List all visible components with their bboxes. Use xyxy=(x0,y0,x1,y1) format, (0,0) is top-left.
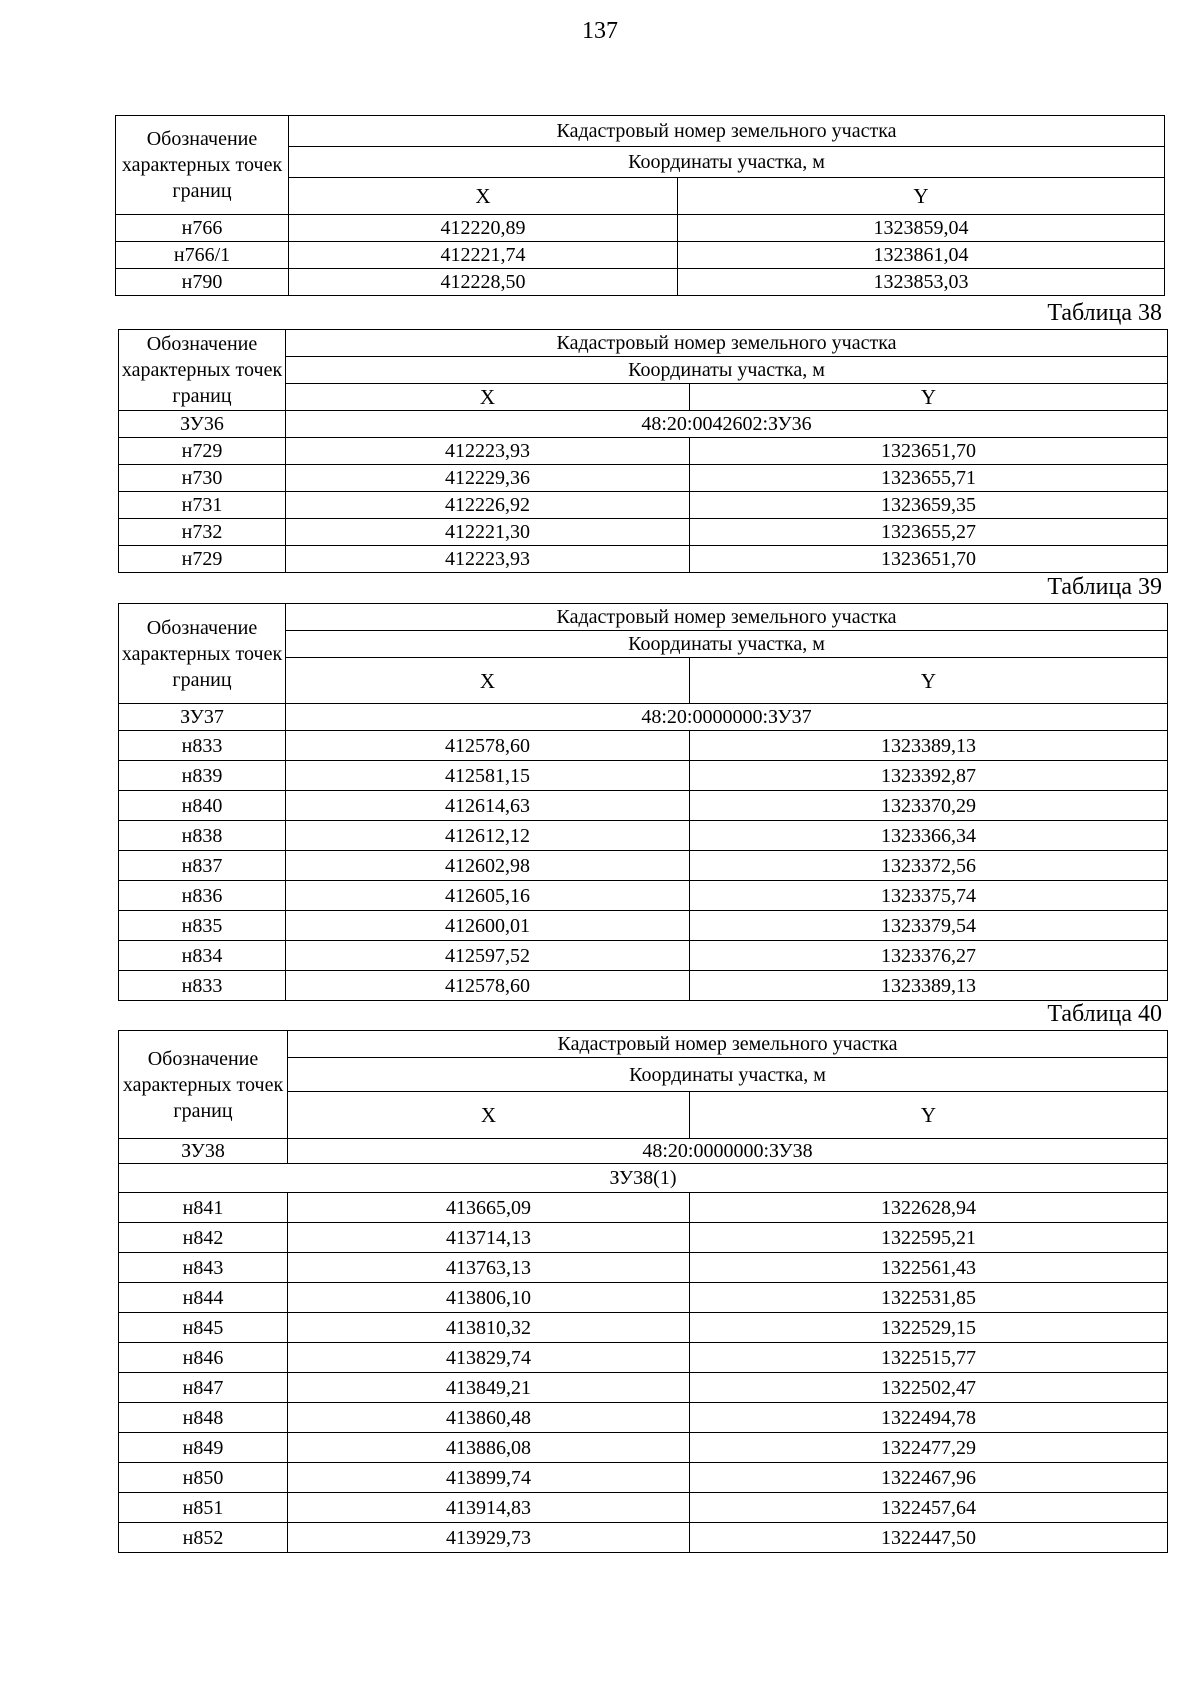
y-cell: 1322457,64 xyxy=(690,1493,1168,1523)
table-row xyxy=(119,1253,1168,1283)
header-points-label: Обозначение характерных точек границ xyxy=(119,330,286,411)
point-cell: н790 xyxy=(116,269,289,296)
x-cell: 412614,63 xyxy=(286,791,690,821)
x-cell: 413886,08 xyxy=(288,1433,690,1463)
table-row xyxy=(119,1193,1168,1223)
x-cell: 413899,74 xyxy=(288,1463,690,1493)
header-x-label: X xyxy=(286,658,690,704)
x-cell: 412221,74 xyxy=(289,242,678,269)
point-cell: н838 xyxy=(119,821,286,851)
x-cell: 413806,10 xyxy=(288,1283,690,1313)
point-cell: н766 xyxy=(116,215,289,242)
coordinates-table-38 xyxy=(118,329,1168,573)
table-row xyxy=(119,1523,1168,1553)
table-row xyxy=(119,1283,1168,1313)
x-cell: 412600,01 xyxy=(286,911,690,941)
table-row xyxy=(116,215,1165,242)
point-cell: н731 xyxy=(119,492,286,519)
x-cell: 412578,60 xyxy=(286,971,690,1001)
page-number: 137 xyxy=(582,18,618,44)
point-cell: н833 xyxy=(119,731,286,761)
header-y-label: Y xyxy=(690,1092,1168,1139)
coordinates-table-39 xyxy=(118,603,1168,1001)
point-cell: н836 xyxy=(119,881,286,911)
header-coords-label: Координаты участка, м xyxy=(288,1058,1168,1092)
table-row xyxy=(119,911,1168,941)
x-cell: 413810,32 xyxy=(288,1313,690,1343)
x-cell: 412220,89 xyxy=(289,215,678,242)
header-x-label: X xyxy=(288,1092,690,1139)
point-cell: н840 xyxy=(119,791,286,821)
y-cell: 1322531,85 xyxy=(690,1283,1168,1313)
x-cell: 413849,21 xyxy=(288,1373,690,1403)
table-caption-39: Таблица 39 xyxy=(1047,574,1162,600)
coordinates-table-continuation xyxy=(115,115,1165,296)
parcel-id-cell: ЗУ37 xyxy=(119,704,286,731)
table-row xyxy=(119,761,1168,791)
point-cell: н847 xyxy=(119,1373,288,1403)
y-cell: 1322494,78 xyxy=(690,1403,1168,1433)
y-cell: 1323651,70 xyxy=(690,438,1168,465)
y-cell: 1323376,27 xyxy=(690,941,1168,971)
point-cell: н729 xyxy=(119,438,286,465)
point-cell: н841 xyxy=(119,1193,288,1223)
y-cell: 1322515,77 xyxy=(690,1343,1168,1373)
table-row xyxy=(119,821,1168,851)
subparcel-row xyxy=(119,1164,1168,1193)
point-cell: н833 xyxy=(119,971,286,1001)
parcel-id-cell: ЗУ36 xyxy=(119,411,286,438)
x-cell: 413914,83 xyxy=(288,1493,690,1523)
y-cell: 1323861,04 xyxy=(678,242,1165,269)
table-row xyxy=(119,519,1168,546)
point-cell: н730 xyxy=(119,465,286,492)
header-y-label: Y xyxy=(690,658,1168,704)
y-cell: 1323655,71 xyxy=(690,465,1168,492)
y-cell: 1322477,29 xyxy=(690,1433,1168,1463)
x-cell: 412228,50 xyxy=(289,269,678,296)
subparcel-cell: ЗУ38(1) xyxy=(119,1164,1168,1193)
cadastral-number-cell: 48:20:0000000:ЗУ38 xyxy=(288,1139,1168,1164)
table-row xyxy=(119,1373,1168,1403)
parcel-row xyxy=(119,704,1168,731)
header-coords-label: Координаты участка, м xyxy=(286,631,1168,658)
x-cell: 413929,73 xyxy=(288,1523,690,1553)
table-row xyxy=(116,269,1165,296)
header-y-label: Y xyxy=(690,384,1168,411)
table-row xyxy=(119,971,1168,1001)
y-cell: 1323853,03 xyxy=(678,269,1165,296)
x-cell: 412226,92 xyxy=(286,492,690,519)
header-cadastral-label: Кадастровый номер земельного участка xyxy=(286,330,1168,357)
table-row xyxy=(119,1403,1168,1433)
parcel-row xyxy=(119,1139,1168,1164)
y-cell: 1322529,15 xyxy=(690,1313,1168,1343)
parcel-id-cell: ЗУ38 xyxy=(119,1139,288,1164)
point-cell: н835 xyxy=(119,911,286,941)
table-row xyxy=(119,1223,1168,1253)
header-x-label: X xyxy=(286,384,690,411)
table-caption-40: Таблица 40 xyxy=(1047,1001,1162,1027)
point-cell: н851 xyxy=(119,1493,288,1523)
x-cell: 413714,13 xyxy=(288,1223,690,1253)
table-row xyxy=(119,546,1168,573)
y-cell: 1322628,94 xyxy=(690,1193,1168,1223)
table-row xyxy=(119,438,1168,465)
point-cell: н850 xyxy=(119,1463,288,1493)
table-row xyxy=(119,465,1168,492)
header-x-label: X xyxy=(289,178,678,215)
table-row xyxy=(116,242,1165,269)
table-row xyxy=(119,1433,1168,1463)
x-cell: 412578,60 xyxy=(286,731,690,761)
table-caption-38: Таблица 38 xyxy=(1047,300,1162,326)
point-cell: н844 xyxy=(119,1283,288,1313)
y-cell: 1322467,96 xyxy=(690,1463,1168,1493)
point-cell: н842 xyxy=(119,1223,288,1253)
header-points-label: Обозначение характерных точек границ xyxy=(119,604,286,704)
x-cell: 412597,52 xyxy=(286,941,690,971)
header-points-label: Обозначение характерных точек границ xyxy=(119,1031,288,1139)
y-cell: 1323655,27 xyxy=(690,519,1168,546)
table-row xyxy=(119,791,1168,821)
x-cell: 412223,93 xyxy=(286,546,690,573)
point-cell: н849 xyxy=(119,1433,288,1463)
y-cell: 1322502,47 xyxy=(690,1373,1168,1403)
x-cell: 412223,93 xyxy=(286,438,690,465)
x-cell: 412602,98 xyxy=(286,851,690,881)
x-cell: 412229,36 xyxy=(286,465,690,492)
point-cell: н766/1 xyxy=(116,242,289,269)
y-cell: 1323859,04 xyxy=(678,215,1165,242)
x-cell: 413763,13 xyxy=(288,1253,690,1283)
table-row xyxy=(119,1463,1168,1493)
x-cell: 412221,30 xyxy=(286,519,690,546)
point-cell: н729 xyxy=(119,546,286,573)
table-row xyxy=(119,492,1168,519)
point-cell: н852 xyxy=(119,1523,288,1553)
header-y-label: Y xyxy=(678,178,1165,215)
parcel-row xyxy=(119,411,1168,438)
table-row xyxy=(119,731,1168,761)
y-cell: 1322447,50 xyxy=(690,1523,1168,1553)
y-cell: 1323379,54 xyxy=(690,911,1168,941)
table-row xyxy=(119,881,1168,911)
header-cadastral-label: Кадастровый номер земельного участка xyxy=(288,1031,1168,1058)
y-cell: 1323370,29 xyxy=(690,791,1168,821)
table-row xyxy=(119,941,1168,971)
y-cell: 1323372,56 xyxy=(690,851,1168,881)
header-cadastral-label: Кадастровый номер земельного участка xyxy=(286,604,1168,631)
x-cell: 413860,48 xyxy=(288,1403,690,1433)
coordinates-table-40 xyxy=(118,1030,1168,1553)
header-cadastral-label: Кадастровый номер земельного участка xyxy=(289,116,1165,147)
x-cell: 413665,09 xyxy=(288,1193,690,1223)
y-cell: 1322561,43 xyxy=(690,1253,1168,1283)
cadastral-number-cell: 48:20:0042602:ЗУ36 xyxy=(286,411,1168,438)
point-cell: н839 xyxy=(119,761,286,791)
point-cell: н837 xyxy=(119,851,286,881)
y-cell: 1322595,21 xyxy=(690,1223,1168,1253)
table-row xyxy=(119,1313,1168,1343)
cadastral-number-cell: 48:20:0000000:ЗУ37 xyxy=(286,704,1168,731)
y-cell: 1323366,34 xyxy=(690,821,1168,851)
y-cell: 1323659,35 xyxy=(690,492,1168,519)
x-cell: 413829,74 xyxy=(288,1343,690,1373)
header-coords-label: Координаты участка, м xyxy=(286,357,1168,384)
point-cell: н845 xyxy=(119,1313,288,1343)
header-points-label: Обозначение характерных точек границ xyxy=(116,116,289,215)
y-cell: 1323389,13 xyxy=(690,731,1168,761)
x-cell: 412581,15 xyxy=(286,761,690,791)
point-cell: н846 xyxy=(119,1343,288,1373)
point-cell: н848 xyxy=(119,1403,288,1433)
x-cell: 412605,16 xyxy=(286,881,690,911)
x-cell: 412612,12 xyxy=(286,821,690,851)
point-cell: н834 xyxy=(119,941,286,971)
y-cell: 1323392,87 xyxy=(690,761,1168,791)
y-cell: 1323389,13 xyxy=(690,971,1168,1001)
table-row xyxy=(119,1343,1168,1373)
y-cell: 1323375,74 xyxy=(690,881,1168,911)
point-cell: н843 xyxy=(119,1253,288,1283)
table-row xyxy=(119,1493,1168,1523)
point-cell: н732 xyxy=(119,519,286,546)
table-row xyxy=(119,851,1168,881)
header-coords-label: Координаты участка, м xyxy=(289,147,1165,178)
y-cell: 1323651,70 xyxy=(690,546,1168,573)
